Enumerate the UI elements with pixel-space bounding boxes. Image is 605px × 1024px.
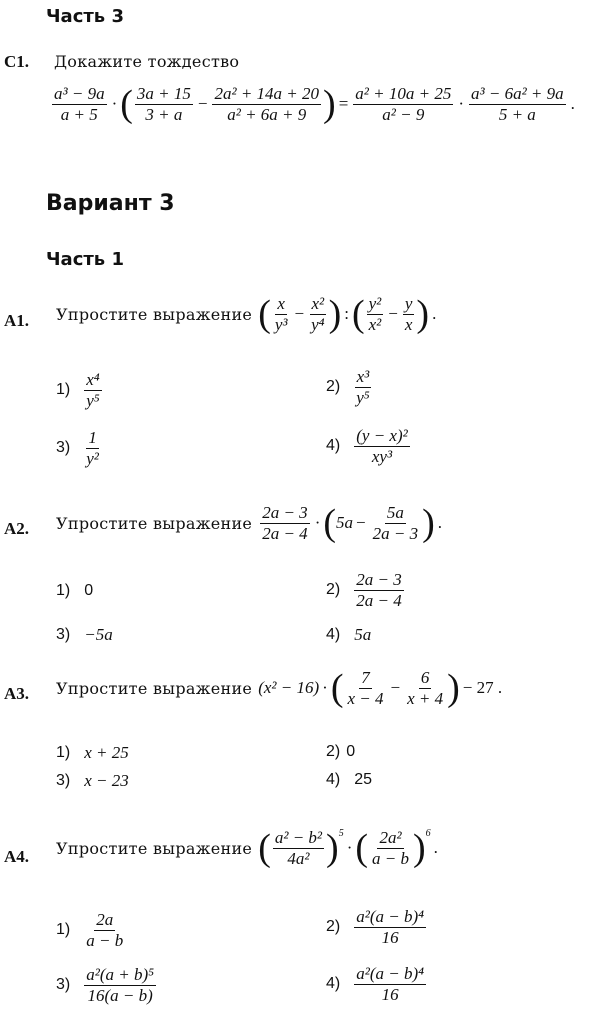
a4-fraction-2: $\frac{\text{2a²}}{a - b}$: [372, 828, 409, 868]
a3-question: Упростите выражение (x² − 16) · ( $\frac{7}{x - 4}$ − $\frac{6}{x + 4}$ ) − 27 .: [56, 667, 503, 710]
a2-term: 5a: [336, 513, 354, 533]
a1-fraction-1: $\frac{x}{\text{y³}}$: [274, 294, 288, 334]
c1-rhs-fraction-1: $\frac{\text{a² + 10a + 25}}{\text{a² − 9}}$: [355, 84, 452, 124]
a4-exponent-1: 5: [338, 828, 344, 839]
a1-option-4[interactable]: 4) $\frac{\text{(y − x)²}}{\text{xy³}}$: [326, 426, 408, 466]
a4-exponent-2: 6: [425, 828, 431, 839]
c1-rhs-fraction-2: $\frac{\text{a³ − 6a² + 9a}}{5 + a}$: [471, 84, 564, 124]
a2-fraction-2: $\frac{5a}{2a - 3}$: [372, 503, 419, 543]
a4-option-2[interactable]: 2) $\frac{\text{a²(a − b)⁴}}{16}$: [326, 907, 425, 947]
a3-fraction-1: $\frac{7}{x - 4}$: [347, 668, 384, 708]
a2-label: А2.: [4, 519, 30, 538]
a3-fraction-2: $\frac{6}{x + 4}$: [407, 668, 444, 708]
a4-option-4[interactable]: 4) $\frac{\text{a²(a − b)⁴}}{16}$: [326, 964, 425, 1004]
a1-option-1[interactable]: 1) $\frac{\text{x⁴}}{\text{y⁵}}$: [56, 370, 100, 410]
a2-option-2[interactable]: 2) $\frac{2a - 3}{2a - 4}$: [326, 570, 402, 610]
c1-prompt: Докажите тождество: [54, 52, 240, 71]
a1-label: А1.: [4, 311, 30, 330]
c1-lhs-fraction-1: $\frac{\text{a³ − 9a}}{a + 5}$: [54, 84, 105, 124]
a4-option-1[interactable]: 1) $\frac{2a}{a - b}$: [56, 910, 124, 950]
a3-option-2[interactable]: 2) 0: [326, 743, 356, 760]
a1-option-3[interactable]: 3) $\frac{1}{\text{y²}}$: [56, 428, 99, 468]
a3-option-4[interactable]: 4) 25: [326, 771, 373, 788]
a4-label: А4.: [4, 847, 30, 866]
c1-label: С1.: [4, 52, 30, 71]
a1-fraction-3: $\frac{\text{y²}}{\text{x²}}$: [368, 294, 382, 334]
a2-option-4[interactable]: 4) 5a: [326, 625, 372, 644]
a2-fraction-1: $\frac{2a - 3}{2a - 4}$: [262, 503, 308, 543]
c1-identity: $\frac{\text{a³ − 9a}}{a + 5}$ · ( $\frac{3a + 15}{3 + a}$ − $\frac{\text{2a² + 14a + 20}}{\text{a² + 6a + 9}}$ ) = $\frac{\text{a² + 10a + 25}}{\text{a² − 9}}$ · $\frac{\text{a³ − 6a² + 9a}}{5 + a}$ .: [54, 83, 575, 126]
c1-lhs-fraction-2: $\frac{3a + 15}{3 + a}$: [136, 84, 191, 124]
a3-option-1[interactable]: 1) x + 25: [56, 743, 129, 762]
a1-question: Упростите выражение ( $\frac{x}{\text{y³}}$ − $\frac{\text{x²}}{\text{y⁴}}$ ) : ( $\frac{\text{y²}}{\text{x²}}$ − $\frac{y}{x}$ ) .: [56, 293, 437, 336]
a4-prompt: Упростите выражение: [56, 838, 253, 858]
a3-label: А3.: [4, 684, 30, 703]
part1-title: Часть 1: [46, 249, 124, 270]
part3-title: Часть 3: [46, 6, 124, 27]
a1-fraction-4: $\frac{y}{x}$: [404, 294, 413, 334]
a1-fraction-2: $\frac{\text{x²}}{\text{y⁴}}$: [311, 294, 325, 334]
a3-option-3[interactable]: 3) x − 23: [56, 771, 129, 790]
a1-prompt: Упростите выражение: [56, 304, 253, 324]
c1-lhs-fraction-3: $\frac{\text{2a² + 14a + 20}}{\text{a² + 6a + 9}}$: [214, 84, 320, 124]
a2-question: Упростите выражение $\frac{2a - 3}{2a - 4}$ · ( 5a − $\frac{5a}{2a - 3}$ ) .: [56, 502, 442, 545]
a2-option-1[interactable]: 1) 0: [56, 582, 94, 599]
a3-prompt: Упростите выражение: [56, 678, 253, 698]
a1-option-2[interactable]: 2) $\frac{\text{x³}}{\text{y⁵}}$: [326, 367, 370, 407]
a2-option-3[interactable]: 3) −5a: [56, 625, 113, 644]
a4-question: Упростите выражение ( $\frac{\text{a² − b²}}{\text{4a²}}$ ) $^5$ · ( $\frac{\text{2a²}}{a - b}$ ) $^6$ .: [56, 827, 438, 870]
a3-tail: − 27 .: [462, 678, 503, 698]
variant-title: Вариант 3: [46, 191, 175, 216]
a2-prompt: Упростите выражение: [56, 513, 253, 533]
a4-option-3[interactable]: 3) $\frac{\text{a²(a + b)⁵}}{16(a - b)}$: [56, 965, 155, 1005]
a3-factor: (x² − 16): [258, 678, 320, 698]
a4-fraction-1: $\frac{\text{a² − b²}}{\text{4a²}}$: [274, 828, 323, 868]
